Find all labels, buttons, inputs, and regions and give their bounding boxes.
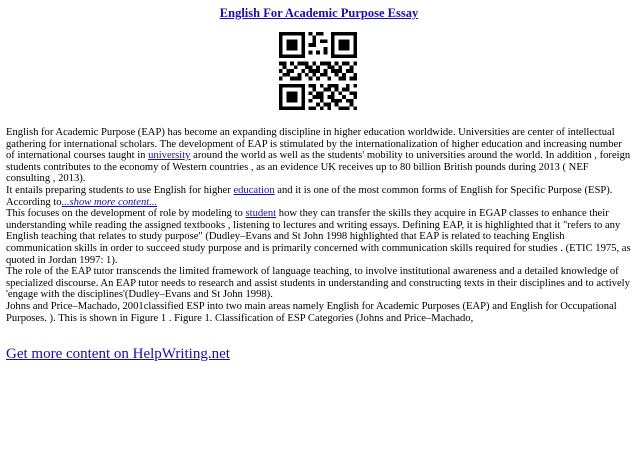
helpwriting-link[interactable]: Get more content on HelpWriting.net (6, 346, 230, 362)
paragraph-6: Johns and Price–Machado, 2001classified ESP into two main areas namely English for Academic Purposes (EAP) and English for Occupational Purposes. ). This is shown in Figure 1 . Figure 1. Classification of ESP Categories (Johns and Price–Machado, (6, 300, 617, 324)
paragraph-1: English for Academic Purpose (EAP) has become an expanding discipline in higher education worldwide. Universities are center of intellectual gathering for international scholars. The development of EAP is stimulated by the internationalization of higher education and increasing number of international courses taught in university around the world as well as the students' mobility to universities around the world. In addition , foreign students contributes to the economy of Western countries , as an evidence UK receives up to 80 billion British pounds during 2013 ( NEF consulting , 2013). (6, 127, 631, 185)
paragraph-4: This focuses on the development of role by modeling to student how they can transfer the skills they acquire in EGAP classes to enhance their understanding while reading the assigned textbooks , listening to lectures and writing essays. Defining EAP, it is highlighted that it "refers to any English teaching that relates to study purpose" (Dudley–Evans and St John 1998 highlighted that EAP is related to teaching English communication skills in order to succeed study purpose and is primarily concerned with communication skills required for studies . (ETIC 1975, as quoted in Jordan 1997: 1). (6, 208, 631, 266)
page-title[interactable]: English For Academic Purpose Essay (219, 6, 419, 20)
qr-code-icon (279, 32, 357, 110)
student-link[interactable]: student (245, 208, 277, 220)
education-link[interactable]: education (233, 184, 275, 196)
paragraph-5: The role of the EAP tutor transcends the limited framework of language teaching, to involve institutional awareness and a detailed knowledge of specialized discourse. An EAP tutor needs to research and assist students in understanding and constructing texts in their disciplines and to actively 'engage with the disciplines'(Dudley–Evans and St John 1998). (6, 266, 630, 301)
paragraph-3: According to...show more content... (6, 196, 158, 208)
show-more-link[interactable]: ...show more content... (61, 196, 158, 208)
essay-body (6, 127, 632, 324)
university-link[interactable]: university (148, 150, 191, 162)
paragraph-2: It entails preparing students to use English for higher education and it is one of the most common forms of English for Specific Purpose (ESP). (6, 184, 613, 196)
